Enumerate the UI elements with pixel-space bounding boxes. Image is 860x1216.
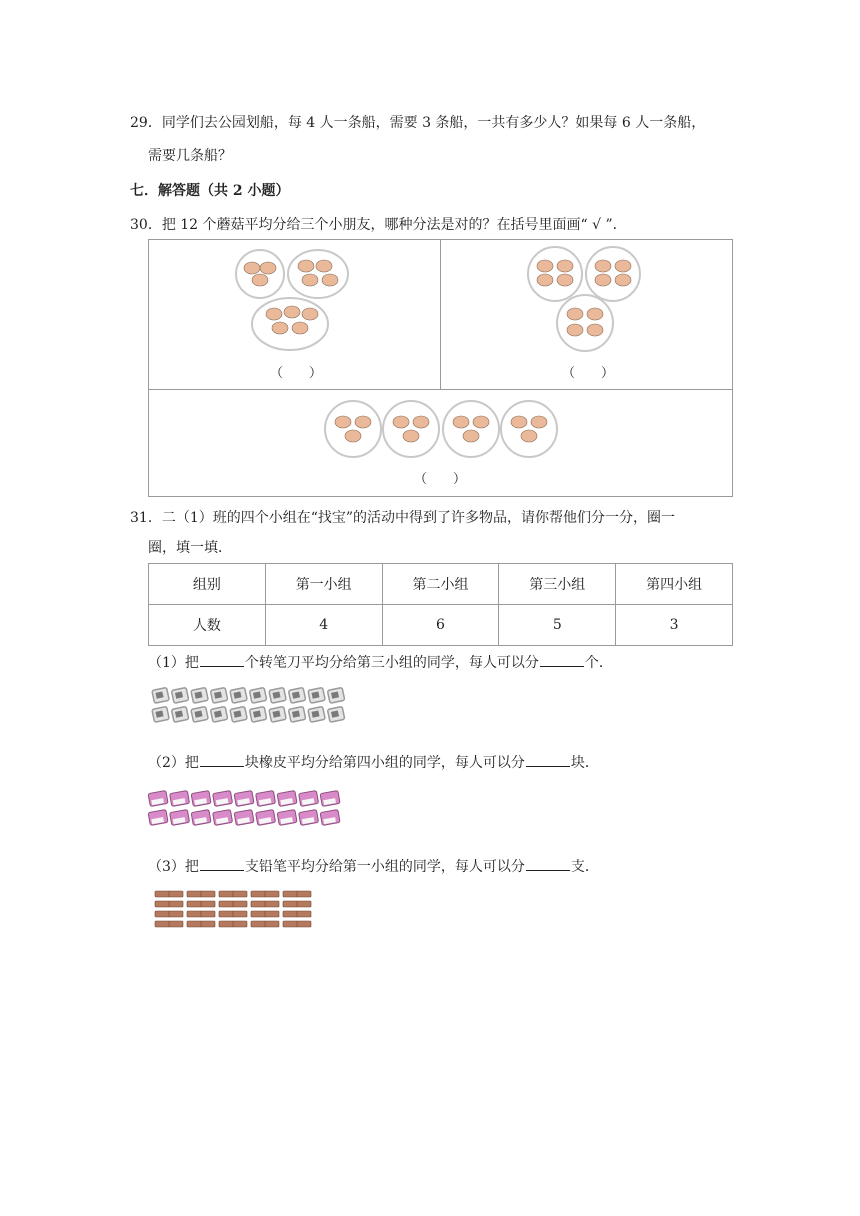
eraser-icon [213, 810, 233, 826]
pencil-icon-grid [155, 890, 345, 932]
sharpener-icon [308, 706, 325, 722]
sharpener-icon [327, 706, 344, 722]
sharpener-icon [171, 706, 188, 722]
sharpener-icon [191, 706, 208, 722]
sharpener-icon [269, 706, 286, 722]
pencil-icon [155, 911, 183, 917]
table-row [149, 605, 733, 646]
eraser-icon [320, 810, 340, 826]
sharpener-icon [152, 687, 169, 703]
table-cell: 第三小组 [499, 564, 616, 605]
sub3-prefix: （3）把 [148, 859, 199, 875]
sharpener-icon [249, 687, 266, 703]
mushroom-icon [537, 260, 631, 336]
eraser-icon [256, 791, 276, 807]
sub2-prefix: （2）把 [148, 755, 199, 771]
table-cell: 3 [616, 605, 733, 646]
q31-line1: 31．二（1）班的四个小组在“找宝”的活动中得到了许多物品，请你帮他们分一分，圈一 [130, 510, 676, 526]
eraser-icon [148, 791, 168, 807]
q29-line1: 29．同学们去公园划船，每 4 人一条船，需要 3 条船，一共有多少人？如果每 6 人一条船， [130, 115, 706, 131]
pencil-icon [251, 921, 279, 927]
eraser-icon [170, 810, 190, 826]
sub3-middle: 支铅笔平均分给第一小组的同学，每人可以分 [244, 859, 525, 875]
eraser-icon [170, 791, 190, 807]
pencil-icon [219, 921, 247, 927]
q30-option-b-figure [525, 246, 645, 356]
sharpener-icon [152, 706, 169, 722]
sharpener-icon-grid [152, 687, 352, 729]
sub2-suffix: 块． [570, 755, 599, 771]
eraser-icon [213, 791, 233, 807]
sub2-middle: 块橡皮平均分给第四小组的同学，每人可以分 [244, 755, 525, 771]
eraser-icon [191, 791, 211, 807]
pencil-icon [219, 901, 247, 907]
q31-sub2 [148, 752, 599, 772]
pencil-icon [251, 891, 279, 897]
sharpener-icon [327, 687, 344, 703]
sub1-middle: 个转笔刀平均分给第三小组的同学，每人可以分 [244, 655, 539, 671]
q30-option-c-figure [323, 398, 559, 460]
pencil-icon [187, 891, 215, 897]
q29-line2: 需要几条船？ [148, 148, 232, 164]
eraser-icon [191, 810, 211, 826]
sharpener-icon [269, 687, 286, 703]
sharpener-icon [210, 687, 227, 703]
sharpener-icon [249, 706, 266, 722]
sharpener-icon [230, 706, 247, 722]
sub1-blank-each[interactable] [540, 654, 584, 667]
sub3-suffix: 支． [570, 859, 599, 875]
eraser-icon [277, 810, 297, 826]
pencil-icon [283, 911, 311, 917]
pencil-icon [187, 921, 215, 927]
table-cell: 4 [265, 605, 382, 646]
eraser-icon [256, 810, 276, 826]
table-header-row [149, 564, 733, 605]
group-table [148, 563, 733, 646]
sub1-prefix: （1）把 [148, 655, 199, 671]
pencil-icon [219, 911, 247, 917]
pencil-icon [251, 911, 279, 917]
eraser-icon [148, 810, 168, 826]
table-cell: 6 [382, 605, 499, 646]
q31-sub3 [148, 856, 599, 876]
pencil-icon [155, 921, 183, 927]
sub3-blank-each[interactable] [526, 858, 570, 871]
sub1-suffix: 个． [584, 655, 613, 671]
q31-sub1 [148, 652, 613, 672]
pencil-icon [187, 911, 215, 917]
pencil-icon [155, 891, 183, 897]
sharpener-icon [191, 687, 208, 703]
mushroom-icon [335, 416, 547, 442]
sharpener-icon [230, 687, 247, 703]
sharpener-icon [210, 706, 227, 722]
table-cell: 人数 [149, 605, 266, 646]
sharpener-icon [308, 687, 325, 703]
eraser-icon [299, 810, 319, 826]
sharpener-icon [288, 706, 305, 722]
sub2-blank-each[interactable] [526, 754, 570, 767]
q30-option-a-paren[interactable]: （ ） [270, 366, 323, 381]
pencil-icon [283, 901, 311, 907]
q30-option-a-figure [230, 246, 360, 356]
table-cell: 组别 [149, 564, 266, 605]
eraser-icon-grid [148, 790, 344, 832]
pencil-icon [219, 891, 247, 897]
q30-text: 30．把 12 个蘑菇平均分给三个小朋友，哪种分法是对的？在括号里面画“ √ ”． [130, 217, 627, 233]
q30-option-b-paren[interactable]: （ ） [562, 366, 615, 381]
sub3-blank-total[interactable] [200, 858, 244, 871]
eraser-icon [234, 791, 254, 807]
eraser-icon [299, 791, 319, 807]
eraser-icon [234, 810, 254, 826]
pencil-icon [187, 901, 215, 907]
pencil-icon [251, 901, 279, 907]
q31-line2: 圈，填一填． [148, 540, 232, 556]
table-cell: 第四小组 [616, 564, 733, 605]
eraser-icon [320, 791, 340, 807]
q30-option-c-paren[interactable]: （ ） [414, 472, 467, 487]
table-cell: 第二小组 [382, 564, 499, 605]
sub2-blank-total[interactable] [200, 754, 244, 767]
pencil-icon [155, 901, 183, 907]
eraser-icon [277, 791, 297, 807]
table-cell: 5 [499, 605, 616, 646]
pencil-icon [283, 891, 311, 897]
sub1-blank-total[interactable] [200, 654, 244, 667]
sharpener-icon [288, 687, 305, 703]
pencil-icon [283, 921, 311, 927]
sharpener-icon [171, 687, 188, 703]
table-cell: 第一小组 [265, 564, 382, 605]
section-title: 七．解答题（共 2 小题） [130, 183, 290, 199]
